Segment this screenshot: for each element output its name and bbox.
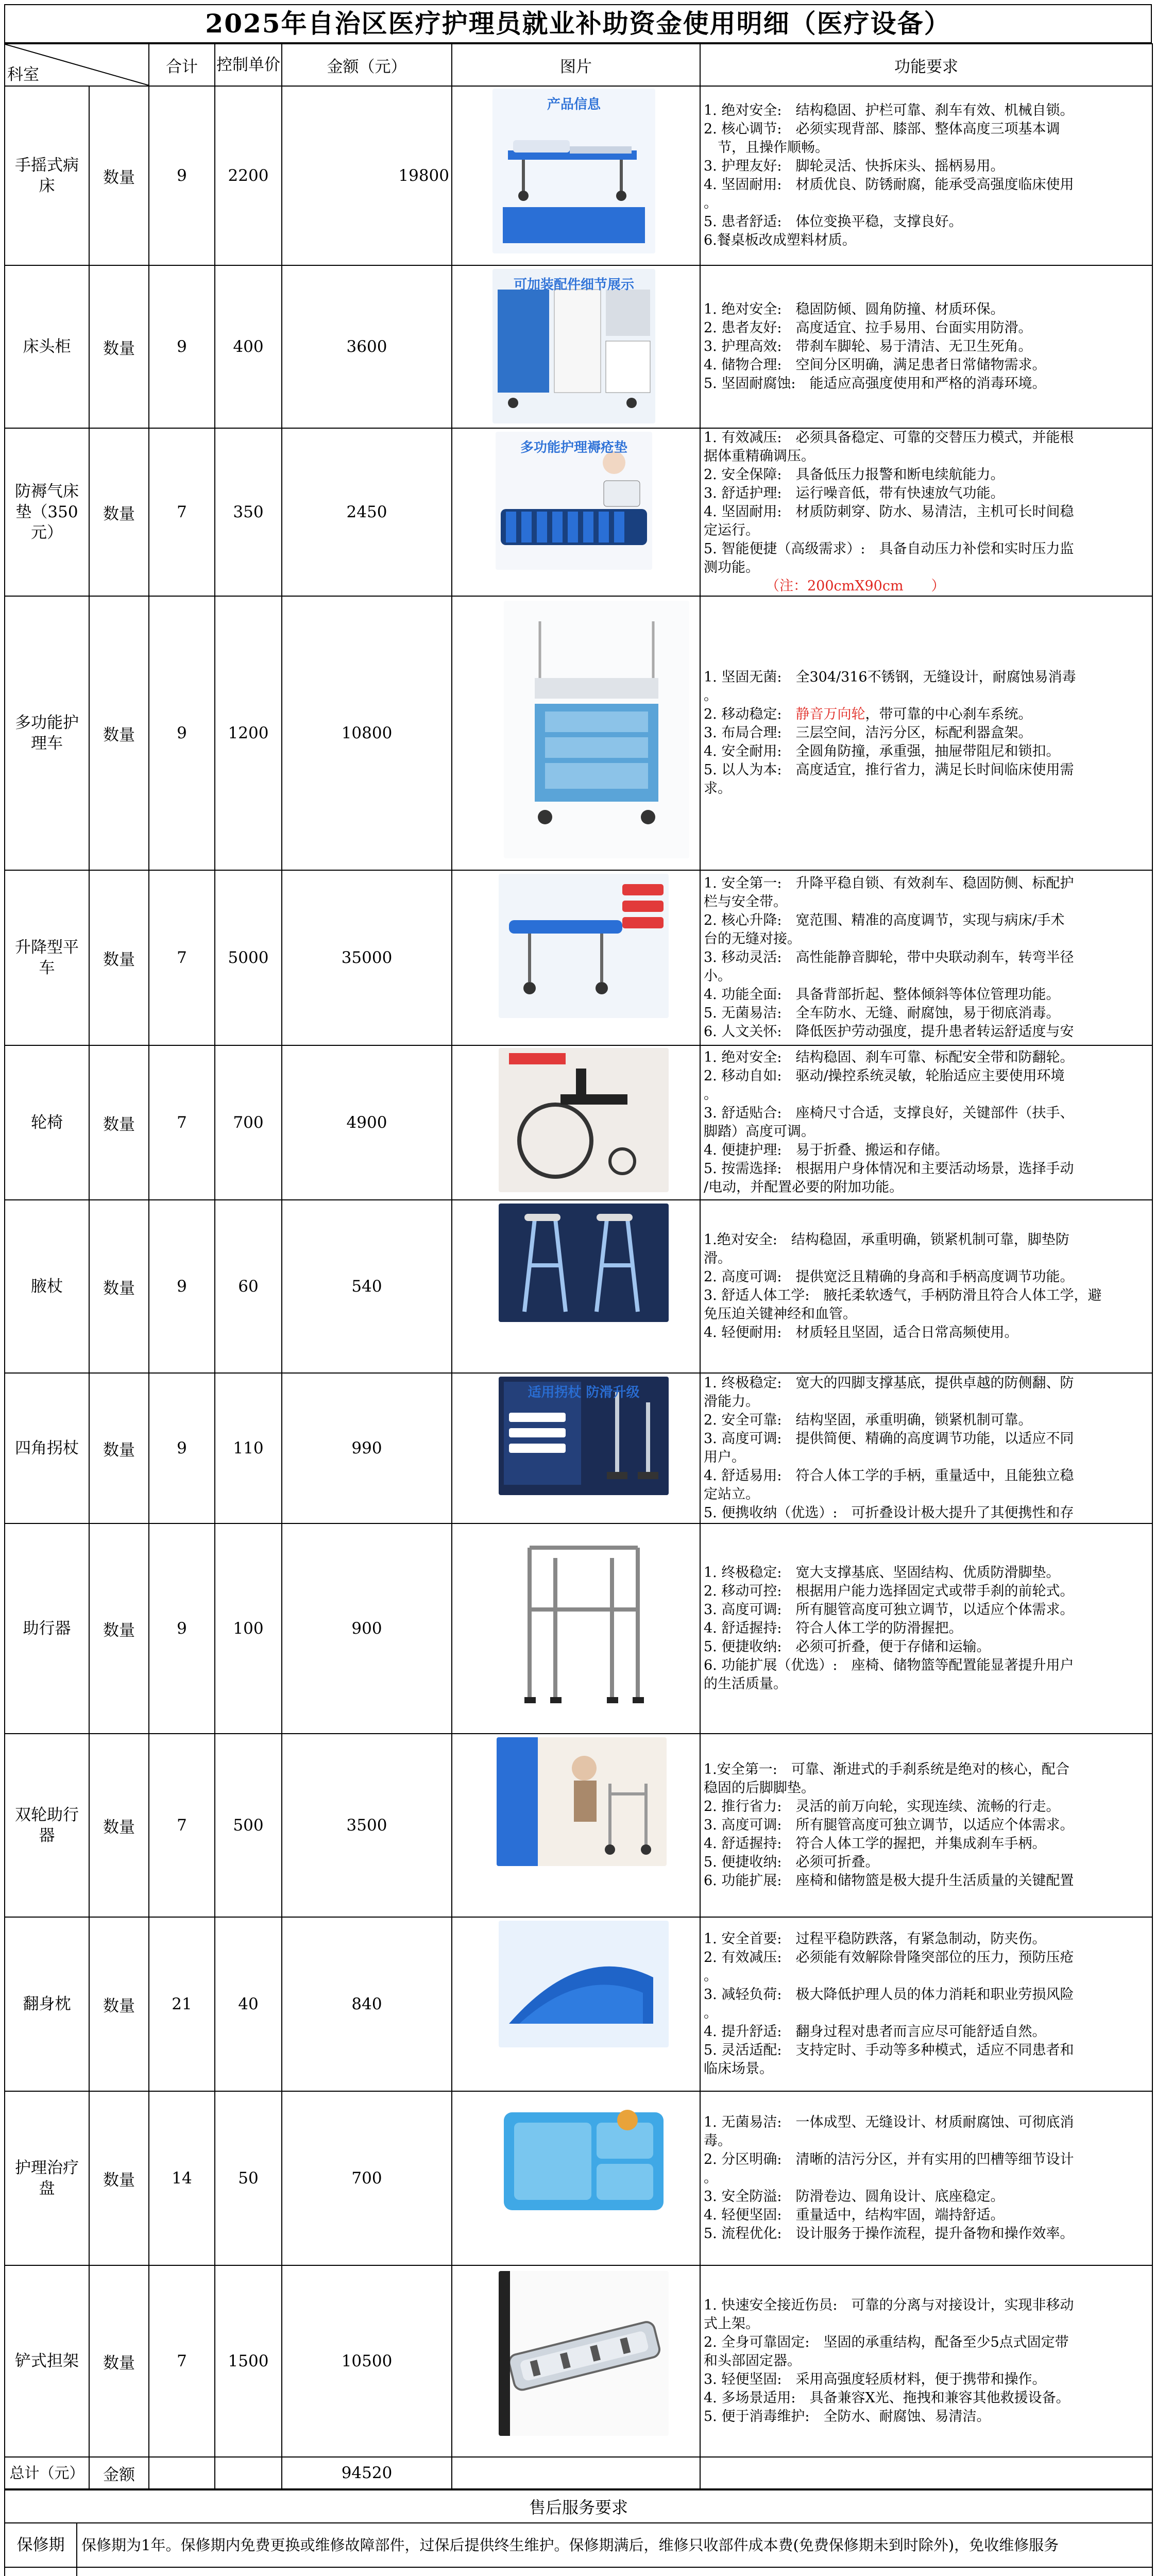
table-row: [5, 1373, 1152, 1523]
requirement-line: 3. 高度可调: 提供简便、精确的高度调节功能，以适应不同: [704, 1431, 1074, 1447]
total-sub-label: 金额: [89, 2457, 149, 2489]
table-row: [5, 1917, 1152, 2091]
item-qty: 9: [149, 1200, 215, 1373]
requirement-line: 小。: [704, 968, 732, 984]
header-row: [5, 44, 1152, 86]
requirement-line: 测功能。: [704, 560, 759, 575]
item-requirements: [700, 86, 1152, 265]
requirement-line: 3. 舒适人体工学: 腋托柔软透气，手柄防滑且符合人体工学，避: [704, 1287, 1102, 1303]
item-qty: 9: [149, 596, 215, 870]
requirement-line: 3. 移动灵活: 高性能静音脚轮，带中央联动刹车，转弯半径: [704, 950, 1074, 965]
requirement-line: 1. 绝对安全: 结构稳固、护栏可靠、刹车有效、机械自锁。: [704, 103, 1074, 118]
header-dept-cell: [5, 44, 149, 86]
requirement-line: 。: [704, 688, 718, 704]
requirement-line: 免压迫关键神经和血管。: [704, 1306, 857, 1322]
requirement-line: 1.安全第一: 可靠、渐进式的手刹系统是绝对的核心，配合: [704, 1761, 1069, 1777]
item-unit-price: 100: [215, 1523, 282, 1734]
item-picture-cell: [452, 1045, 700, 1200]
requirement-line: 2. 高度可调: 提供宽泛且精确的身高和手柄高度调节功能。: [704, 1269, 1074, 1285]
item-unit-price: 700: [215, 1045, 282, 1200]
table-row: [5, 2265, 1152, 2457]
requirement-line: 2. 安全可靠: 结构坚固，承重明确，锁紧机制可靠。: [704, 1412, 1032, 1428]
requirement-line: 节，且操作顺畅。: [704, 140, 829, 156]
requirement-line: 4. 舒适握持: 符合人体工学的握把，并集成刹车手柄。: [704, 1836, 1046, 1852]
item-name: 腋杖: [5, 1200, 89, 1373]
item-name: 助行器: [5, 1523, 89, 1734]
qty-label: 数量: [89, 2091, 149, 2265]
requirement-line: 滑能力。: [704, 1394, 759, 1410]
qty-label: 数量: [89, 1045, 149, 1200]
requirement-line: 2. 核心调节: 必须实现背部、膝部、整体高度三项基本调: [704, 121, 1060, 137]
header-requirements: 功能要求: [700, 44, 1152, 86]
item-requirements: [700, 265, 1152, 428]
item-unit-price: 5000: [215, 870, 282, 1045]
item-picture-cell: [452, 1373, 700, 1523]
stretcher-trolley-icon: [499, 874, 669, 1018]
header-dept: 科室: [7, 65, 39, 84]
item-name: 床头柜: [5, 265, 89, 428]
item-amount: 10500: [282, 2265, 452, 2457]
table-row: [5, 1734, 1152, 1917]
header-picture: 图片: [452, 44, 700, 86]
item-requirements: [700, 870, 1152, 1045]
requirement-line: 稳固的后脚脚垫。: [704, 1780, 815, 1796]
requirement-line: 3. 轻便坚固: 采用高强度轻质材料，便于携带和操作。: [704, 2371, 1046, 2387]
item-amount: 3500: [282, 1734, 452, 1917]
requirement-line: 3. 舒适护理: 运行噪音低，带有快速放气功能。: [704, 485, 1005, 501]
item-name: 多功能护理车: [5, 596, 89, 870]
requirement-line: 1. 快速安全接近伤员: 可靠的分离与对接设计，实现非移动: [704, 2297, 1074, 2313]
qty-label: 数量: [89, 428, 149, 596]
requirement-line: 定运行。: [704, 522, 759, 538]
table-row: [5, 1523, 1152, 1734]
item-requirements: [700, 428, 1152, 596]
requirement-line: 4. 多场景适用: 具备兼容X光、拖拽和兼容其他救援设备。: [704, 2390, 1070, 2406]
procurement-sheet: [4, 4, 1152, 2576]
item-unit-price: 1200: [215, 596, 282, 870]
requirement-line: 6. 人文关怀: 降低医护劳动强度，提升患者转运舒适度与安: [704, 1024, 1074, 1040]
item-unit-price: 2200: [215, 86, 282, 265]
requirement-line: 。: [704, 1087, 718, 1103]
item-qty: 14: [149, 2091, 215, 2265]
item-name: 手摇式病床: [5, 86, 89, 265]
requirement-line: 。: [704, 2005, 718, 2021]
requirement-line: 3. 高度可调: 所有腿管高度可独立调节，以适应个体需求。: [704, 1817, 1074, 1833]
requirement-line: 定站立。: [704, 1486, 759, 1502]
item-picture-cell: [452, 1734, 700, 1917]
item-picture-cell: [452, 265, 700, 428]
requirement-line: 1. 安全第一: 升降平稳自锁、有效刹车、稳固防侧、标配护: [704, 875, 1074, 891]
requirement-line: 5. 按需选择: 根据用户身体情况和主要活动场景，选择手动: [704, 1161, 1074, 1177]
requirement-line: 5. 患者舒适: 体位变换平稳，支撑良好。: [704, 214, 963, 230]
qty-label: 数量: [89, 1523, 149, 1734]
table-row: [5, 870, 1152, 1045]
requirement-line: 1. 终极稳定: 宽大支撑基底、坚固结构、优质防滑脚垫。: [704, 1565, 1060, 1581]
table-row: [5, 1045, 1152, 1200]
requirement-line: 6.餐桌板改成塑料材质。: [704, 232, 856, 248]
item-name: 轮椅: [5, 1045, 89, 1200]
qty-label: 数量: [89, 1373, 149, 1523]
requirement-line: 1. 绝对安全: 稳固防倾、圆角防撞、材质环保。: [704, 301, 1005, 317]
scoop-stretcher-icon: [499, 2271, 669, 2436]
service-table: [4, 2489, 1153, 2576]
requirement-line: 。: [704, 2170, 718, 2186]
requirement-line: 4. 功能全面: 具备背部折起、整体倾斜等体位管理功能。: [704, 987, 1060, 1003]
requirement-line: 3. 护理高效: 带刹车脚轮、易于清洁、无卫生死角。: [704, 338, 1032, 354]
requirement-line: 5. 便捷收纳: 必须可折叠，便于存储和运输。: [704, 1639, 991, 1655]
header-unit-price: 控制单价: [215, 44, 282, 86]
requirement-line: 5. 灵活适配: 支持定时、手动等多种模式，适应不同患者和: [704, 2042, 1074, 2058]
requirement-line: 据体重精确调压。: [704, 448, 815, 464]
requirement-line: 5. 以人为本: 高度适宜，推行省力，满足长时间临床使用需: [704, 762, 1074, 778]
total-amount: 94520: [282, 2457, 452, 2489]
requirement-line: 3. 护理友好: 脚轮灵活、快拆床头、摇柄易用。: [704, 158, 1005, 174]
requirement-line: 5. 流程优化: 设计服务于操作流程，提升备物和操作效率。: [704, 2226, 1074, 2242]
item-requirements: [700, 1523, 1152, 1734]
requirement-line: 5. 便捷收纳: 必须可折叠。: [704, 1854, 879, 1870]
sheet-title: 2025年自治区医疗护理员就业补助资金使用明细（医疗设备）: [4, 4, 1152, 43]
item-picture-cell: [452, 1523, 700, 1734]
requirement-line: 2. 全身可靠固定: 坚固的承重结构，配备至少5点式固定带: [704, 2334, 1069, 2350]
requirement-line: 4. 储物合理: 空间分区明确，满足患者日常储物需求。: [704, 357, 1046, 373]
requirement-line: 毒。: [704, 2133, 732, 2149]
requirement-line: 4. 提升舒适: 翻身过程对患者而言应尽可能舒适自然。: [704, 2024, 1046, 2040]
item-amount: 2450: [282, 428, 452, 596]
item-amount: 990: [282, 1373, 452, 1523]
requirement-line: 1.绝对安全: 结构稳固，承重明确，锁紧机制可靠，脚垫防: [704, 1232, 1069, 1248]
item-picture-cell: [452, 1917, 700, 2091]
requirement-line: 2. 有效减压: 必须能有效解除骨隆突部位的压力，预防压疮: [704, 1950, 1074, 1965]
item-amount: 540: [282, 1200, 452, 1373]
requirement-line: 4. 安全耐用: 全圆角防撞，承重强，抽屉带阻尼和锁扣。: [704, 743, 1060, 759]
item-unit-price: 40: [215, 1917, 282, 2091]
treatment-tray-icon: [499, 2097, 669, 2226]
equipment-table: [4, 43, 1153, 2489]
item-name: 护理治疗盘: [5, 2091, 89, 2265]
qty-label: 数量: [89, 1200, 149, 1373]
requirement-line: 5. 便携收纳（优选）: 可折叠设计极大提升了其便携性和存: [704, 1505, 1074, 1521]
requirement-line: 2. 分区明确: 清晰的洁污分区，并有实用的凹槽等细节设计: [704, 2151, 1074, 2167]
item-requirements: [700, 1373, 1152, 1523]
requirement-line: 2. 推行省力: 灵活的前万向轮，实现连续、流畅的行走。: [704, 1799, 1060, 1815]
requirement-line: 临床场景。: [704, 2061, 773, 2077]
walker-icon: [499, 1527, 669, 1723]
image-caption: 产品信息: [547, 97, 601, 112]
item-unit-price: 50: [215, 2091, 282, 2265]
image-caption: 多功能护理褥疮垫: [520, 440, 627, 455]
requirement-line: 栏与安全带。: [704, 894, 787, 910]
warranty-text: 保修期为1年。保修期内免费更换或维修故障部件，过保后提供终生维护。保修期满后，维修只收部件成本费(免费保修期未到时除外)，免收维修服务: [77, 2523, 1152, 2567]
image-caption: 可加装配件细节展示: [513, 277, 634, 293]
nursing-cart-icon: [504, 601, 689, 858]
image-caption: 适用拐杖 防滑升级: [528, 1385, 640, 1400]
item-picture-cell: [452, 86, 700, 265]
requirement-line: 2. 安全保障: 具备低压力报警和断电续航能力。: [704, 467, 1005, 483]
item-qty: 9: [149, 265, 215, 428]
item-amount: 900: [282, 1523, 452, 1734]
item-requirements: [700, 1045, 1152, 1200]
service-title: 售后服务要求: [5, 2490, 1152, 2523]
item-qty: 9: [149, 86, 215, 265]
total-row: [5, 2457, 1152, 2489]
requirement-line: 4. 轻便坚固: 重量适中，结构牢固，端持舒适。: [704, 2207, 1005, 2223]
requirement-line: 求。: [704, 781, 732, 796]
requirement-line: 3. 布局合理: 三层空间，洁污分区，标配利器盒架。: [704, 725, 1032, 741]
turning-pillow-icon: [499, 1921, 669, 2047]
item-unit-price: 110: [215, 1373, 282, 1523]
bedside-cabinet-icon: [492, 269, 655, 423]
requirement-line: 台的无缝对接。: [704, 931, 801, 947]
item-qty: 9: [149, 1523, 215, 1734]
item-unit-price: 60: [215, 1200, 282, 1373]
item-amount: 4900: [282, 1045, 452, 1200]
requirement-line: 滑。: [704, 1250, 732, 1266]
item-amount: 700: [282, 2091, 452, 2265]
qty-label: 数量: [89, 596, 149, 870]
item-requirements: [700, 1917, 1152, 2091]
quality-text: [77, 2567, 1152, 2576]
item-amount: 10800: [282, 596, 452, 870]
item-name: 防褥气床垫（350元）: [5, 428, 89, 596]
requirement-line: 3. 安全防溢: 防滑卷边、圆角设计、底座稳定。: [704, 2189, 1005, 2205]
header-amount: 金额（元）: [282, 44, 452, 86]
requirement-line: 3. 高度可调: 所有腿管高度可独立调节，以适应个体需求。: [704, 1602, 1074, 1618]
quality-label: [5, 2567, 77, 2576]
requirement-line: 4. 便捷护理: 易于折叠、搬运和存储。: [704, 1142, 949, 1158]
qty-label: 数量: [89, 870, 149, 1045]
item-picture-cell: [452, 428, 700, 596]
requirement-line: 3. 舒适贴合: 座椅尺寸合适，支撑良好，关键部件（扶手、: [704, 1105, 1074, 1121]
requirement-line: 3. 减轻负荷: 极大降低护理人员的体力消耗和职业劳损风险: [704, 1987, 1074, 2003]
qty-label: 数量: [89, 265, 149, 428]
hospital-bed-icon: [492, 89, 655, 253]
requirement-line: /电动，并配置必要的附加功能。: [704, 1179, 904, 1195]
item-qty: 7: [149, 870, 215, 1045]
air-mattress-icon: [496, 432, 652, 570]
requirement-line: 用户。: [704, 1449, 745, 1465]
requirement-line: 和头部固定器。: [704, 2353, 801, 2369]
item-name: 双轮助行器: [5, 1734, 89, 1917]
item-qty: 7: [149, 428, 215, 596]
requirement-line: 4. 轻便耐用: 材质轻且坚固，适合日常高频使用。: [704, 1325, 1018, 1341]
requirement-line: 2. 患者友好: 高度适宜、拉手易用、台面实用防滑。: [704, 320, 1032, 336]
item-qty: 7: [149, 2265, 215, 2457]
requirement-line: 4. 舒适易用: 符合人体工学的手柄，重量适中，且能独立稳: [704, 1468, 1074, 1484]
item-amount: 19800: [282, 86, 452, 265]
item-name: 四角拐杖: [5, 1373, 89, 1523]
item-picture-cell: [452, 870, 700, 1045]
warranty-label: 保修期: [5, 2523, 77, 2567]
requirement-line: 1. 坚固无菌: 全304/316不锈钢，无缝设计，耐腐蚀易消毒: [704, 669, 1076, 685]
requirement-line: 1. 安全首要: 过程平稳防跌落，有紧急制动，防夹伤。: [704, 1931, 1046, 1947]
requirement-line: 。: [704, 1968, 718, 1984]
item-name: 翻身枕: [5, 1917, 89, 2091]
item-requirements: [700, 1734, 1152, 1917]
wheeled-walker-icon: [497, 1737, 667, 1866]
item-picture-cell: [452, 596, 700, 870]
item-unit-price: 350: [215, 428, 282, 596]
item-requirements: [700, 1200, 1152, 1373]
requirement-line: 2. 移动稳定: 静音万向轮，带可靠的中心刹车系统。: [704, 706, 1032, 722]
requirement-line: 2. 核心升降: 宽范围、精准的高度调节，实现与病床/手术: [704, 912, 1065, 928]
table-row: [5, 428, 1152, 596]
requirement-line: 5. 智能便捷（高级需求）: 具备自动压力补偿和实时压力监: [704, 541, 1074, 557]
item-requirements: [700, 596, 1152, 870]
item-unit-price: 400: [215, 265, 282, 428]
requirement-line: 5. 便于消毒维护: 全防水、耐腐蚀、易清洁。: [704, 2409, 991, 2425]
size-note: （注：200cmX90cm ）: [766, 578, 945, 594]
item-unit-price: 500: [215, 1734, 282, 1917]
qty-label: 数量: [89, 1734, 149, 1917]
table-row: [5, 2091, 1152, 2265]
underarm-crutch-icon: [499, 1204, 669, 1322]
item-unit-price: 1500: [215, 2265, 282, 2457]
item-amount: 840: [282, 1917, 452, 2091]
item-name: 铲式担架: [5, 2265, 89, 2457]
item-picture-cell: [452, 2091, 700, 2265]
requirement-line: 1. 终极稳定: 宽大的四脚支撑基底，提供卓越的防侧翻、防: [704, 1375, 1074, 1391]
requirement-line: 1. 绝对安全: 结构稳固、刹车可靠、标配安全带和防翻轮。: [704, 1049, 1074, 1065]
total-label: 总计（元）: [5, 2457, 89, 2489]
item-name: 升降型平车: [5, 870, 89, 1045]
item-picture-cell: [452, 2265, 700, 2457]
requirement-line: 2. 移动可控: 根据用户能力选择固定式或带手刹的前轮式。: [704, 1583, 1074, 1599]
requirement-line: 的生活质量。: [704, 1676, 787, 1692]
requirement-line: 6. 功能扩展: 座椅和储物篮是极大提升生活质量的关键配置: [704, 1873, 1074, 1889]
requirement-line: 脚踏）高度可调。: [704, 1124, 815, 1140]
qty-label: 数量: [89, 1917, 149, 2091]
quad-cane-icon: [499, 1377, 669, 1495]
header-total: 合计: [149, 44, 215, 86]
requirement-line: 4. 坚固耐用: 材质优良、防锈耐腐，能承受高强度临床使用: [704, 177, 1074, 193]
requirement-line: 4. 坚固耐用: 材质防刺穿、防水、易清洁，主机可长时间稳: [704, 504, 1074, 520]
requirement-line: 1. 无菌易洁: 一体成型、无缝设计、材质耐腐蚀、可彻底消: [704, 2114, 1074, 2130]
requirement-line: 5. 坚固耐腐蚀: 能适应高强度使用和严格的消毒环境。: [704, 376, 1046, 392]
table-row: [5, 596, 1152, 870]
item-qty: 9: [149, 1373, 215, 1523]
table-row: [5, 265, 1152, 428]
requirement-line: 式上架。: [704, 2316, 759, 2332]
qty-label: 数量: [89, 86, 149, 265]
qty-label: 数量: [89, 2265, 149, 2457]
table-row: [5, 1200, 1152, 1373]
requirement-line: 1. 有效减压: 必须具备稳定、可靠的交替压力模式，并能根: [704, 430, 1074, 446]
item-requirements: [700, 2265, 1152, 2457]
item-picture-cell: [452, 1200, 700, 1373]
wheelchair-icon: [499, 1048, 669, 1192]
requirement-line: 6. 功能扩展（优选）: 座椅、储物篮等配置能显著提升用户: [704, 1657, 1074, 1673]
red-highlight: 静音万向轮: [795, 706, 865, 722]
item-amount: 3600: [282, 265, 452, 428]
requirement-line: 2. 移动自如: 驱动/操控系统灵敏，轮胎适应主要使用环境: [704, 1068, 1065, 1084]
item-requirements: [700, 2091, 1152, 2265]
requirement-line: 。: [704, 195, 718, 211]
item-qty: 21: [149, 1917, 215, 2091]
item-amount: 35000: [282, 870, 452, 1045]
item-qty: 7: [149, 1045, 215, 1200]
requirement-line: 4. 舒适握持: 符合人体工学的防滑握把。: [704, 1620, 963, 1636]
requirement-line: 5. 无菌易洁: 全车防水、无缝、耐腐蚀，易于彻底消毒。: [704, 1005, 1060, 1021]
item-qty: 7: [149, 1734, 215, 1917]
table-row: [5, 86, 1152, 265]
